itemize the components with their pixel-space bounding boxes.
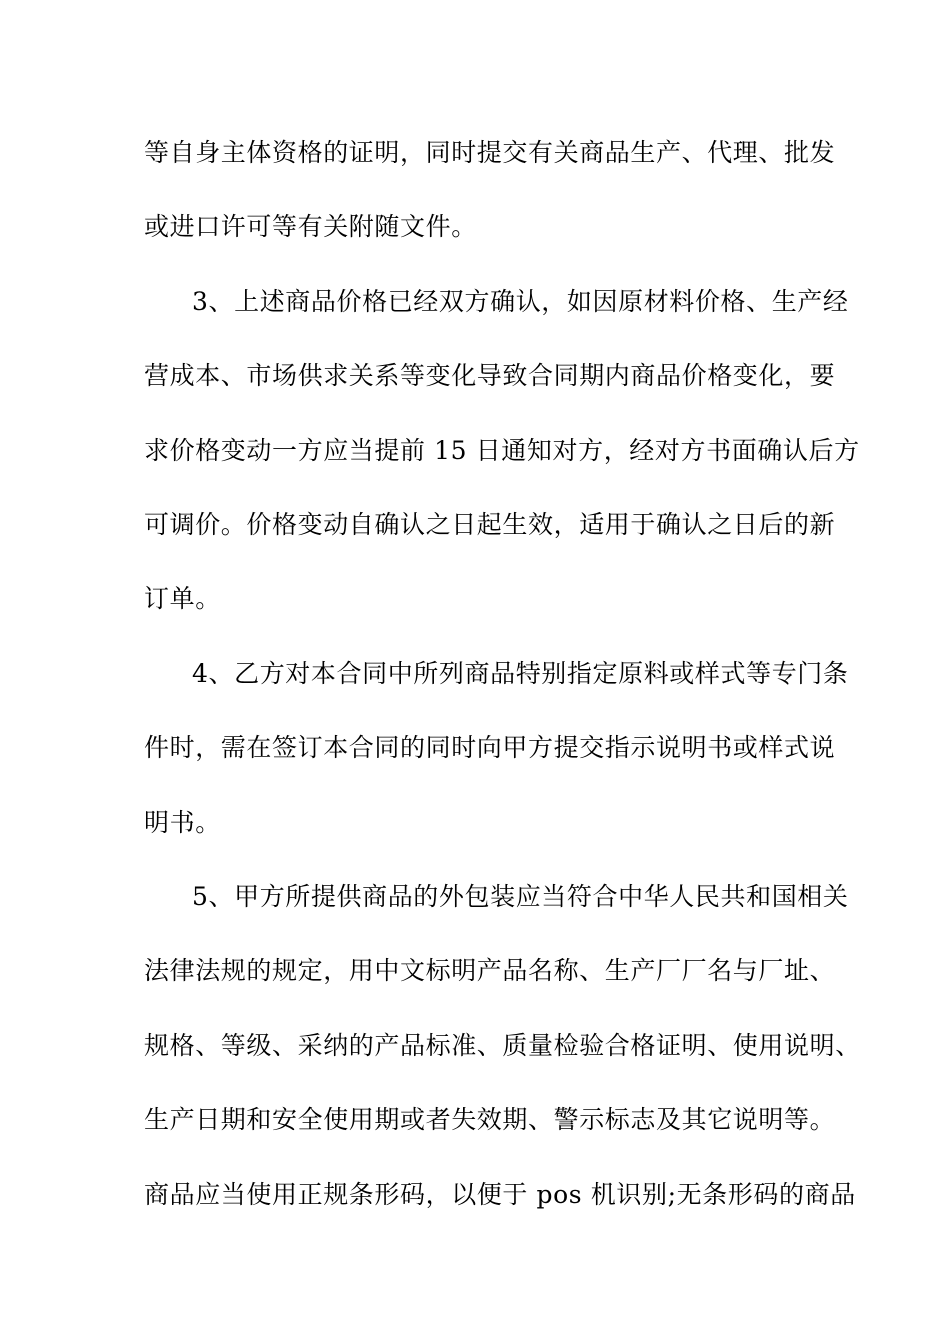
paragraph-3-start: 3、上述商品价格已经双方确认，如因原材料价格、生产经 xyxy=(192,287,849,316)
text-line: 生产日期和安全使用期或者失效期、警示标志及其它说明等。 xyxy=(144,1105,836,1134)
text-line: 法律法规的规定，用中文标明产品名称、生产厂厂名与厂址、 xyxy=(144,956,836,985)
text-line: 或进口许可等有关附随文件。 xyxy=(144,212,477,241)
text-line: 可调价。价格变动自确认之日起生效，适用于确认之日后的新 xyxy=(144,510,836,539)
paragraph-5-start: 5、甲方所提供商品的外包装应当符合中华人民共和国相关 xyxy=(192,882,849,911)
text-line: 订单。 xyxy=(144,584,221,613)
text-line: 等自身主体资格的证明，同时提交有关商品生产、代理、批发 xyxy=(144,138,836,167)
text-line: 明书。 xyxy=(144,808,221,837)
text-line: 营成本、市场供求关系等变化导致合同期内商品价格变化，要 xyxy=(144,361,836,390)
text-line: 规格、等级、采纳的产品标准、质量检验合格证明、使用说明、 xyxy=(144,1031,861,1060)
paragraph-4-start: 4、乙方对本合同中所列商品特别指定原料或样式等专门条 xyxy=(192,659,849,688)
text-line: 求价格变动一方应当提前 15 日通知对方，经对方书面确认后方 xyxy=(144,436,860,465)
text-line: 商品应当使用正规条形码，以便于 pos 机识别;无条形码的商品 xyxy=(144,1180,856,1209)
text-line: 件时，需在签订本合同的同时向甲方提交指示说明书或样式说 xyxy=(144,733,836,762)
